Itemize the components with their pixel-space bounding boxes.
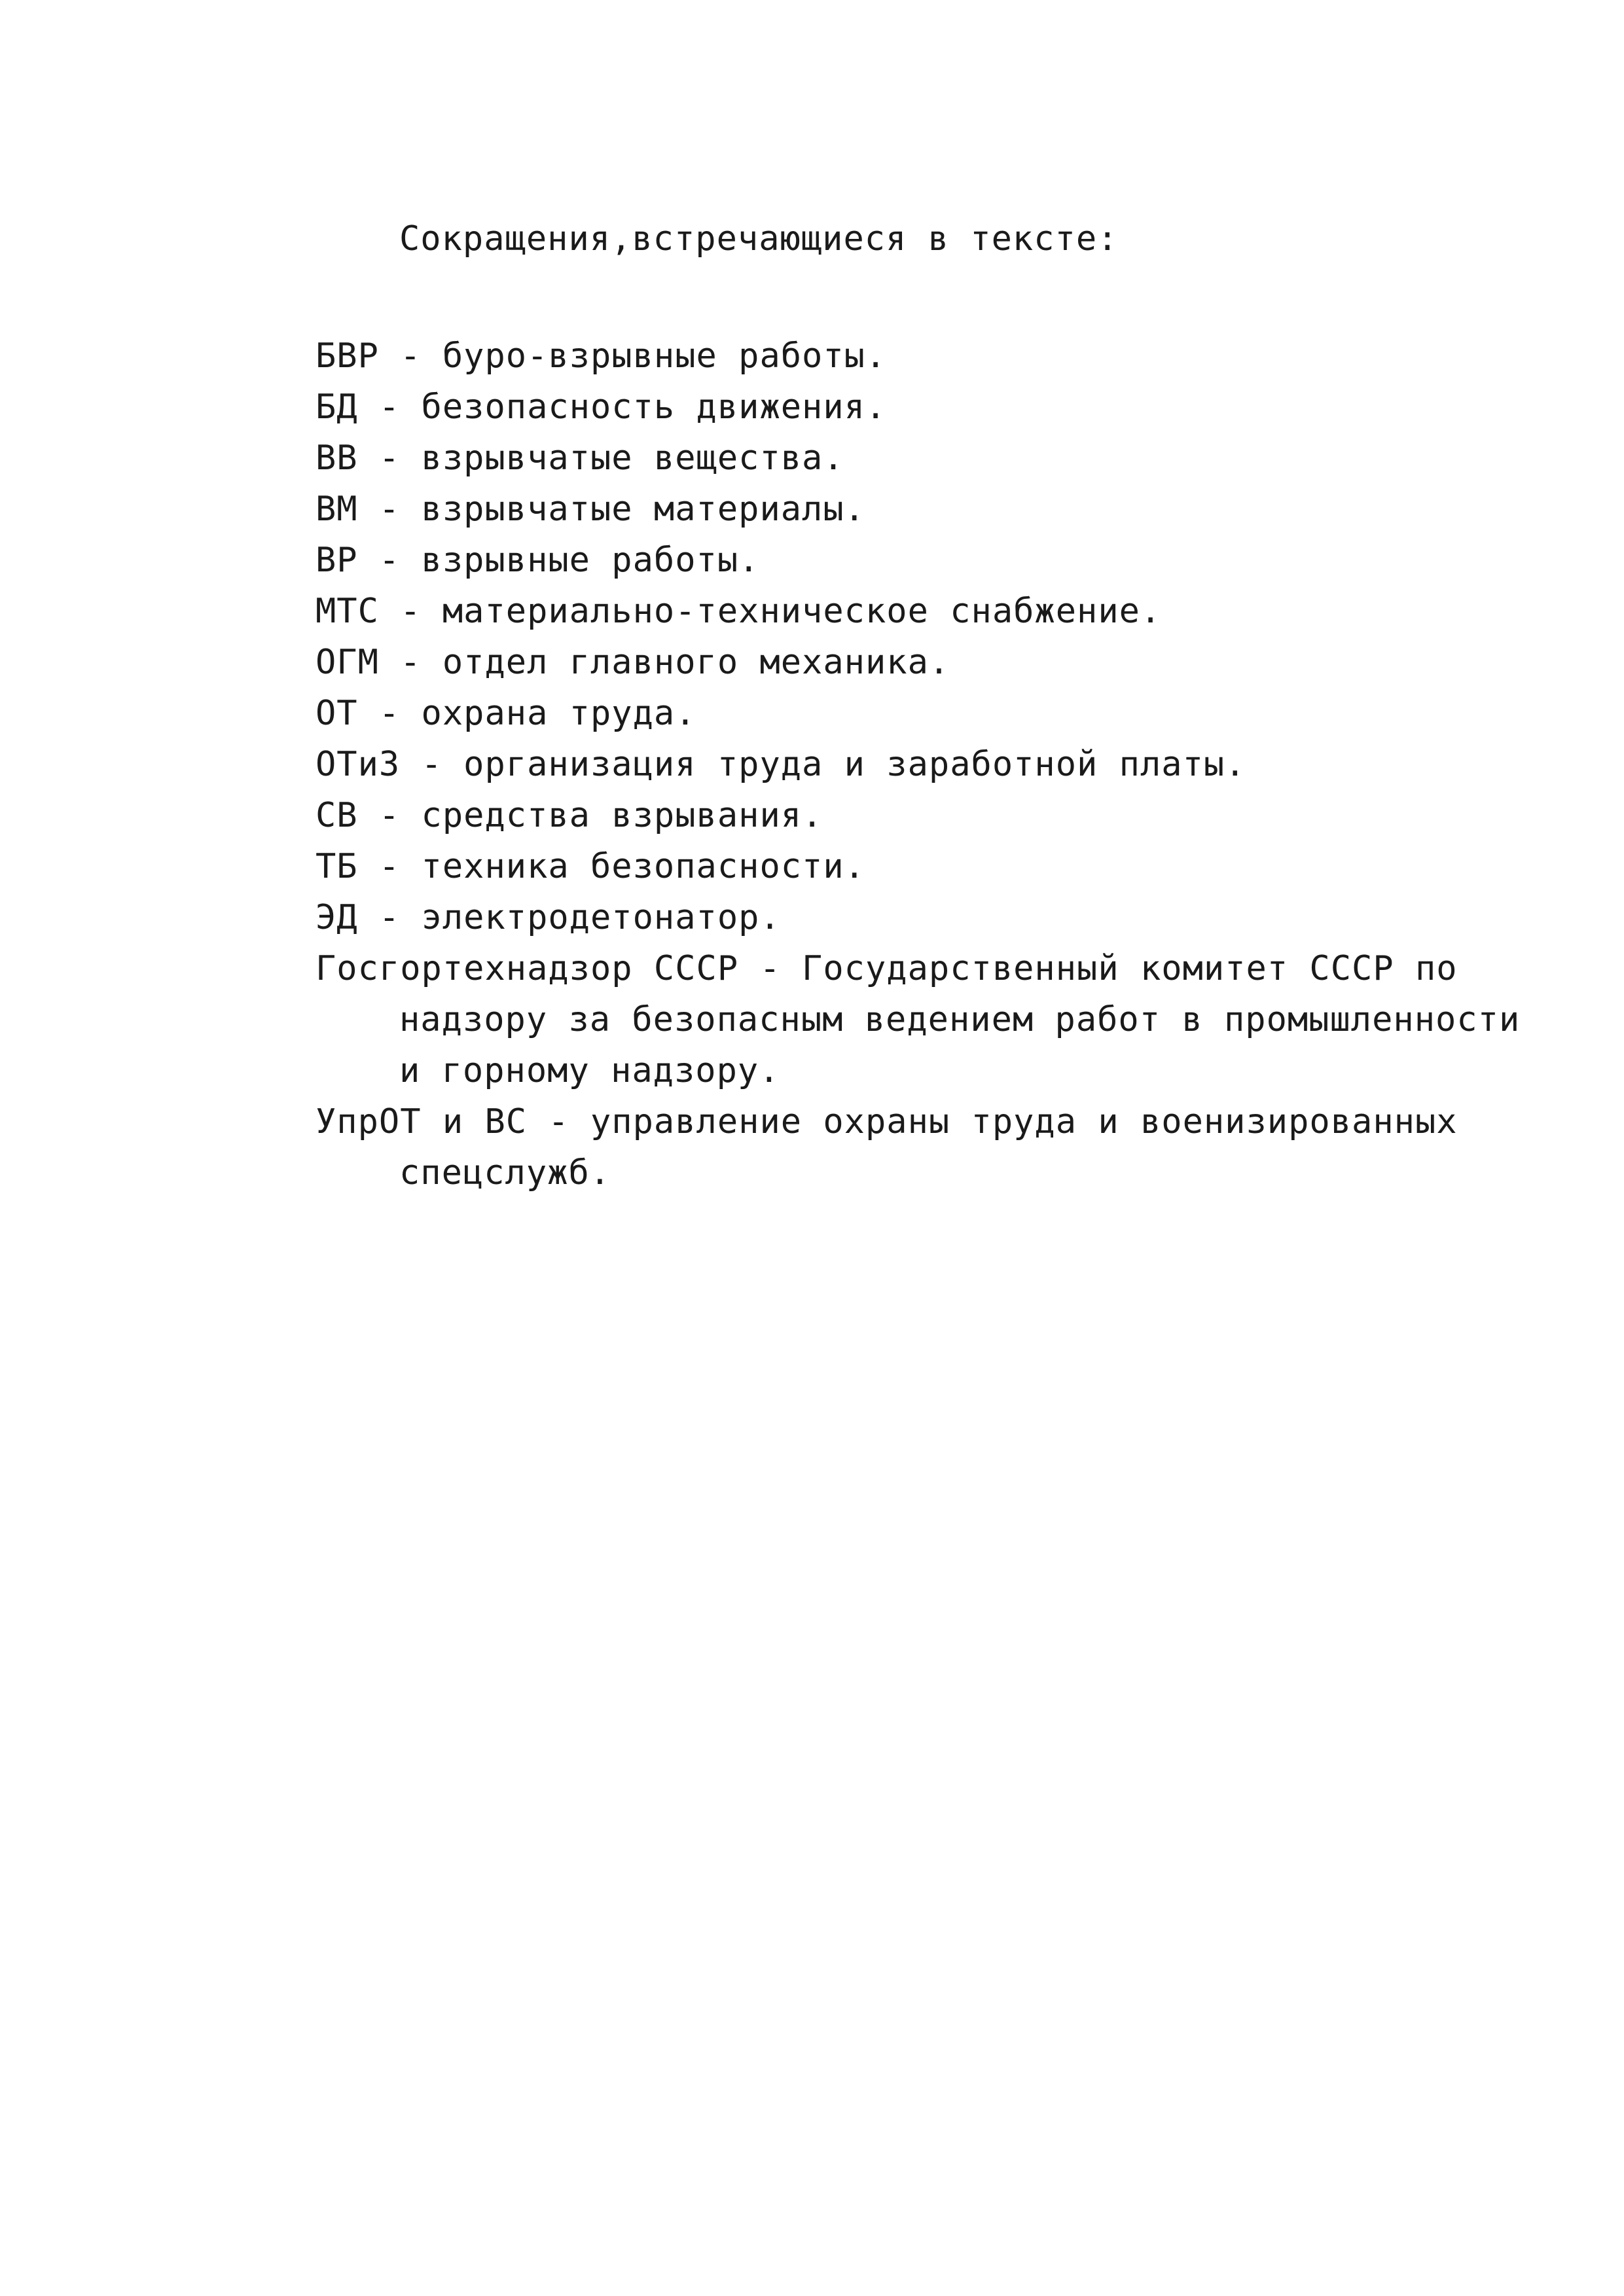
abbreviation-continuation: и горному надзору.: [399, 1051, 780, 1090]
abbreviation-text: Госгортехнадзор СССР - Государственный комитет СССР по: [316, 949, 1458, 988]
abbreviation-item: [316, 331, 1559, 382]
abbreviation-text: ЭД - электродетонатор.: [316, 898, 781, 937]
abbreviation-text: БВР - буро-взрывные работы.: [316, 336, 887, 376]
abbreviation-item: [316, 382, 1559, 433]
abbreviation-item: [316, 790, 1559, 841]
abbreviation-text: БД - безопасность движения.: [316, 387, 887, 427]
abbreviation-text: ОТ - охрана труда.: [316, 694, 696, 733]
abbreviation-item: [316, 892, 1559, 943]
abbreviation-text: УпрОТ и ВС - управление охраны труда и военизированных: [316, 1102, 1458, 1141]
abbreviation-item: [316, 688, 1559, 739]
abbreviation-item: [316, 484, 1559, 535]
abbreviation-item: [316, 433, 1559, 484]
abbreviation-text: ВВ - взрывчатые вещества.: [316, 439, 844, 478]
abbreviation-item: [316, 739, 1559, 790]
abbreviation-item: [316, 637, 1559, 688]
abbreviation-item: [316, 586, 1559, 637]
abbreviation-continuation: надзору за безопасным ведением работ в промышленности: [399, 1000, 1521, 1039]
abbreviation-item: [316, 943, 1559, 1096]
abbreviation-text: СВ - средства взрывания.: [316, 796, 823, 835]
abbreviation-text: МТС - материально-техническое снабжение.: [316, 592, 1162, 631]
page-heading: Сокращения,встречающиеся в тексте:: [399, 219, 1119, 259]
abbreviation-text: ВМ - взрывчатые материалы.: [316, 490, 865, 529]
abbreviation-text: ВР - взрывные работы.: [316, 541, 760, 580]
abbreviation-text: ОТиЗ - организация труда и заработной платы.: [316, 745, 1246, 784]
abbreviation-item: [316, 535, 1559, 586]
abbreviation-list: [316, 331, 1559, 1198]
abbreviation-item: [316, 841, 1559, 892]
abbreviation-text: ОГМ - отдел главного механика.: [316, 643, 950, 682]
abbreviation-continuation: спецслужб.: [399, 1153, 611, 1193]
abbreviation-text: ТБ - техника безопасности.: [316, 847, 865, 886]
abbreviation-item: [316, 1096, 1559, 1198]
